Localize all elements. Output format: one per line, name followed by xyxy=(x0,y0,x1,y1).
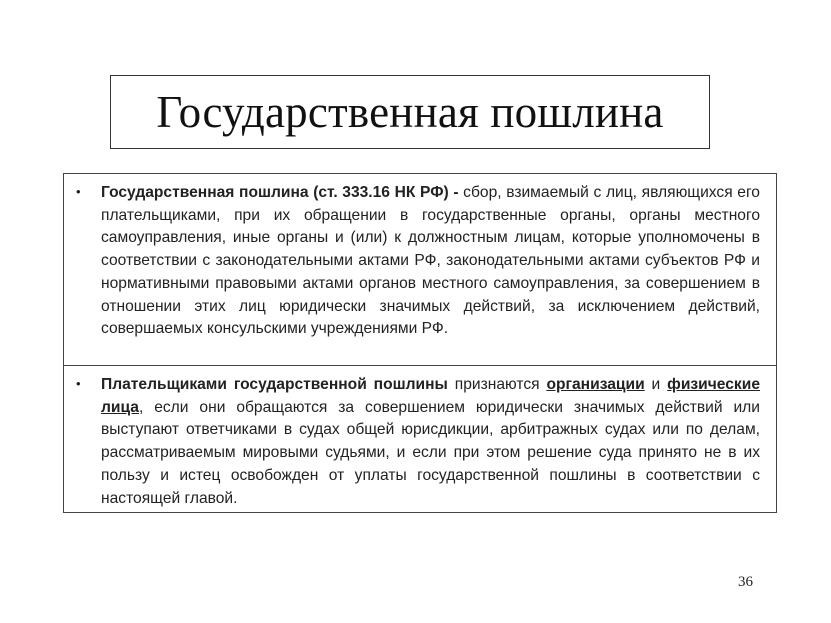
payers-paragraph xyxy=(101,374,760,510)
slide-title: Государственная пошлина xyxy=(156,87,664,137)
definition-paragraph xyxy=(101,182,760,341)
bullet-marker: • xyxy=(76,184,81,199)
title-box xyxy=(110,75,710,149)
payers-organizations: организации xyxy=(546,376,645,393)
bullet-item-definition xyxy=(64,174,776,366)
content-box xyxy=(63,173,777,513)
definition-text: сбор, взимаемый с лиц, являющихся его плательщиками, при их обращении в государственные органы, органы местного самоуправления, иные органы и (или) к должностным лицам, которые уполномочены в соответствии с законодательными актами РФ, законодательными актами субъектов РФ и нормативными правовыми актами органов местного самоуправления, за совершением в отношении этих лиц юридически значимых действий, за исключением действий, совершаемых консульскими учреждениями РФ. xyxy=(101,184,760,338)
payers-text-a: признаются xyxy=(447,376,547,393)
payers-lead: Плательщиками государственной пошлины xyxy=(101,376,448,393)
payers-text-c: , если они обращаются за совершением юридически значимых действий или выступают ответчиками в судах общей юрисдикции, арбитражных судах или по делам, рассматриваемым мировыми судьями, и если при этом решение суда принято не в их пользу и истец освобожден от уплаты государственной пошлины в соответствии с настоящей главой. xyxy=(101,398,760,507)
payers-individuals: физические лица xyxy=(101,376,760,416)
bullet-marker: • xyxy=(76,376,81,391)
payers-text-b: и xyxy=(644,376,668,393)
definition-lead: Государственная пошлина (ст. 333.16 НК РФ) - xyxy=(101,184,459,201)
bullet-item-payers xyxy=(64,366,776,510)
page-number: 36 xyxy=(738,574,753,590)
